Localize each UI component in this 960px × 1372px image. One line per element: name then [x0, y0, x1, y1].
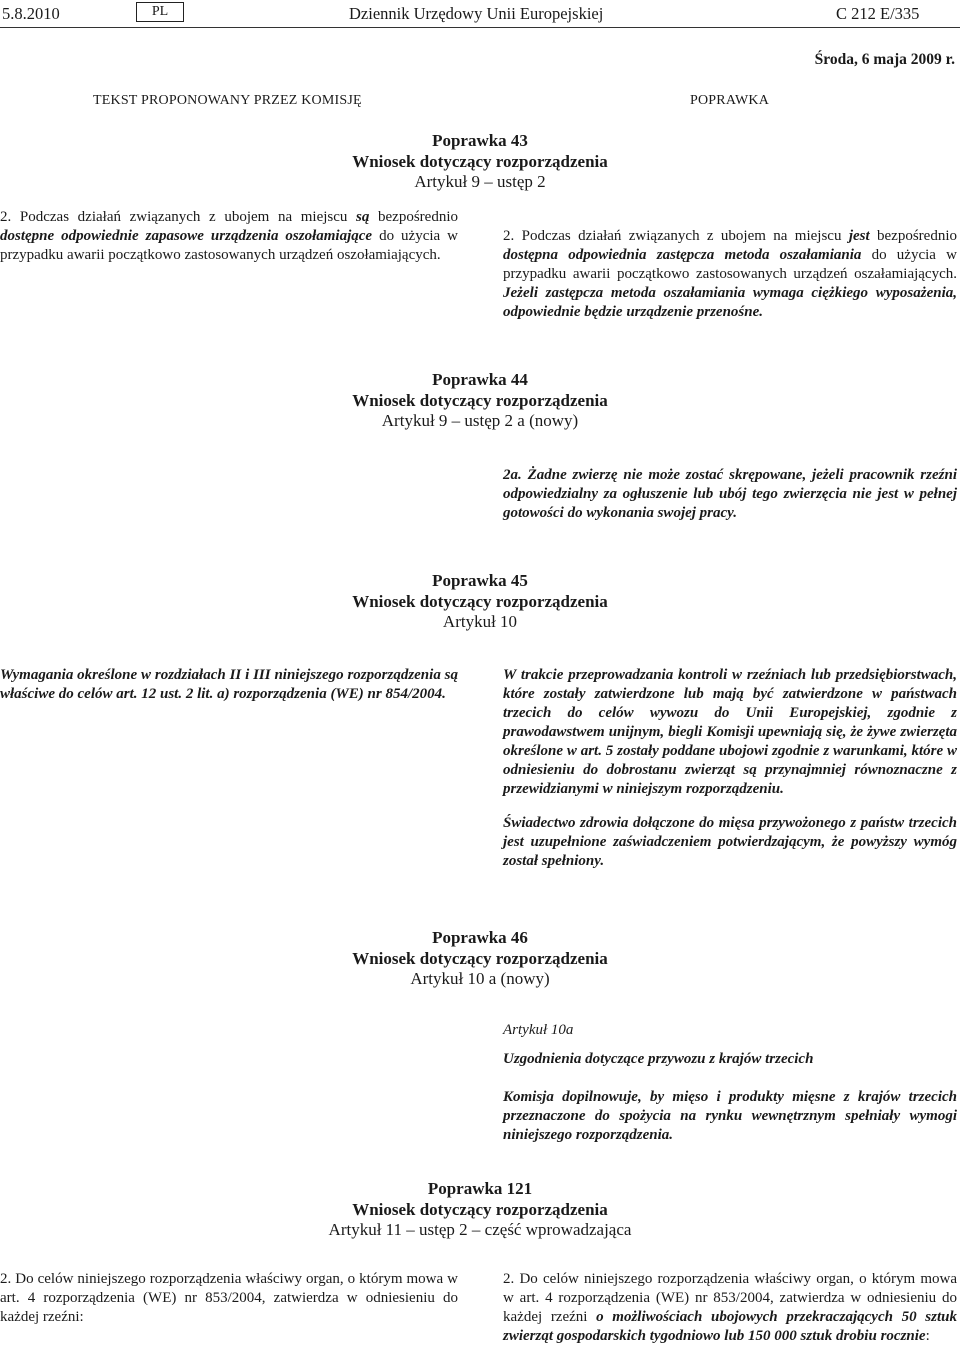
header-rule	[0, 27, 960, 28]
amendment-43-heading	[0, 131, 960, 193]
amended-paragraph: Świadectwo zdrowia dołączone do mięsa przywożonego z państw trzecich jest uzupełnione zaświadczeniem potwierdzającym, że powyższy wymóg został spełniony.	[503, 815, 957, 869]
amendment-44-heading	[0, 370, 960, 432]
text-run: do użycia w przypadku awarii początkowo zastosowanych urządzeń oszołamiających.	[0, 228, 458, 263]
emphasis-run: są	[356, 209, 370, 225]
text-run: 2. Do celów niniejszego rozporządzenia właściwy organ, o którym mowa w art. 4 rozporządzenia (WE) nr 853/2004, zatwierdza w odniesieniu do każdej rzeźni	[503, 1271, 957, 1325]
language-badge: PL	[136, 2, 184, 22]
header-date: 5.8.2010	[2, 4, 60, 23]
amendment-44-amended-text: 2a. Żadne zwierzę nie może zostać skrępowane, jeżeli pracownik rzeźni odpowiedzialny za ogłuszenie lub ubój tego zwierzęcia nie jest w pełnej gotowości do wykonania swojej pracy.	[503, 467, 957, 521]
amendment-subtitle: Wniosek dotyczący rozporządzenia	[352, 591, 608, 611]
text-run: bezpośrednio	[369, 209, 458, 225]
sitting-date: Środa, 6 maja 2009 r.	[814, 51, 955, 68]
new-article-body: Komisja dopilnowuje, by mięso i produkty mięsne z krajów trzecich przeznaczone do spożycia na rynku wewnętrznym spełniały wymogi niniejszego rozporządzenia.	[503, 1089, 957, 1143]
new-article-heading: Uzgodnienia dotyczące przywozu z krajów trzecich	[503, 1051, 814, 1067]
amendment-121-heading	[0, 1179, 960, 1241]
amendment-article: Artykuł 10	[442, 612, 518, 631]
amendment-45-heading	[0, 571, 960, 633]
amendment-subtitle: Wniosek dotyczący rozporządzenia	[352, 151, 608, 171]
emphasis-run: dostępne odpowiednie zapasowe urządzenia oszołamiające	[0, 228, 373, 244]
column-header-amendment: POPRAWKA	[690, 93, 770, 108]
amendment-45-amended-text	[503, 666, 957, 886]
amendment-subtitle: Wniosek dotyczący rozporządzenia	[352, 1199, 608, 1219]
amendment-121-commission-text: 2. Do celów niniejszego rozporządzenia właściwy organ, o którym mowa w art. 4 rozporządzenia (WE) nr 853/2004, zatwierdza w odniesieniu do każdej rzeźni:	[0, 1271, 458, 1325]
emphasis-run: jest	[848, 228, 870, 244]
emphasis-run: Jeżeli zastępcza metoda oszałamiania wymaga ciężkiego wyposażenia, odpowiednie będzie urządzenie przenośne.	[503, 285, 957, 320]
amendment-title: Poprawka 121	[427, 1179, 533, 1198]
amendment-article: Artykuł 10 a (nowy)	[410, 969, 550, 988]
amendment-title: Poprawka 45	[432, 571, 528, 590]
amendment-article: Artykuł 9 – ustęp 2	[414, 172, 546, 191]
amendment-43-commission-text	[0, 208, 458, 265]
amendment-article: Artykuł 11 – ustęp 2 – część wprowadzająca	[328, 1220, 632, 1239]
amendment-title: Poprawka 43	[432, 131, 528, 150]
amended-paragraph: W trakcie przeprowadzania kontroli w rzeźniach lub przedsiębiorstwach, które zostały zatwierdzone lub mają być zatwierdzone w państwach trzecich do celów wywozu do Unii Europejskiej, zgodnie z prawodawstwem unijnym, biegli Komisji upewniają się, że żywe zwierzęta określone w art. 5 zostały poddane ubojowi zgodnie z warunkami, które w odniesieniu do dobrostanu zwierząt są przynajmniej równoznaczne z przewidzianymi w niniejszym rozporządzeniu.	[503, 667, 957, 797]
text-run: bezpośrednio	[869, 228, 957, 244]
page-header	[0, 0, 960, 26]
amendment-title: Poprawka 44	[432, 370, 528, 389]
journal-reference: C 212 E/335	[836, 4, 920, 23]
new-article-number: Artykuł 10a	[503, 1022, 574, 1038]
amendment-43-amended-text	[503, 227, 957, 322]
amendment-121-amended-text	[503, 1270, 957, 1346]
journal-title: Dziennik Urzędowy Unii Europejskiej	[349, 4, 604, 23]
amendment-subtitle: Wniosek dotyczący rozporządzenia	[352, 948, 608, 968]
amendment-45-commission-text: Wymagania określone w rozdziałach II i III niniejszego rozporządzenia są właściwe do celów art. 12 ust. 2 lit. a) rozporządzenia (WE) nr 854/2004.	[0, 667, 458, 702]
amendment-article: Artykuł 9 – ustęp 2 a (nowy)	[381, 411, 579, 430]
emphasis-run: o możliwościach ubojowych przekraczających 50 sztuk zwierząt gospodarskich tygodniowo lub 150 000 sztuk drobiu rocznie	[503, 1309, 957, 1344]
amendment-title: Poprawka 46	[432, 928, 528, 947]
text-run: 2. Podczas działań związanych z ubojem na miejscu	[0, 209, 357, 225]
amendment-46-amended-text	[503, 1021, 957, 1160]
text-run: do użycia w przypadku awarii początkowo zastosowanych urządzeń oszałamiających.	[503, 247, 957, 282]
text-run: :	[925, 1328, 930, 1344]
column-header-commission: TEKST PROPONOWANY PRZEZ KOMISJĘ	[93, 93, 362, 108]
amendment-subtitle: Wniosek dotyczący rozporządzenia	[352, 390, 608, 410]
emphasis-run: dostępna odpowiednia zastępcza metoda oszałamiania	[503, 247, 862, 263]
text-run: 2. Podczas działań związanych z ubojem na miejscu	[503, 228, 849, 244]
amendment-46-heading	[0, 928, 960, 990]
